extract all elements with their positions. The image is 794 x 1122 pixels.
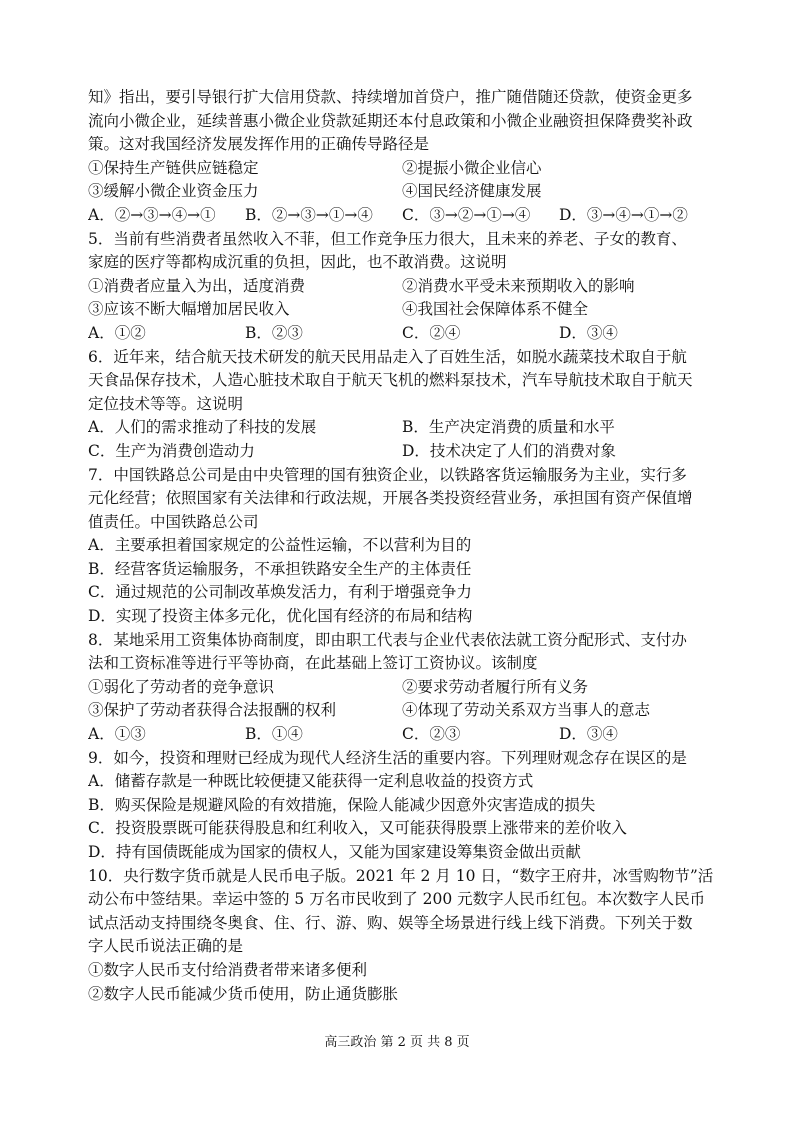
option-c: C．投资股票既可能获得股息和红利收入，又可能获得股票上涨带来的差价收入 (88, 819, 627, 838)
question-stem-line: 字人民币说法正确的是 (88, 937, 244, 956)
question-stem-line: 6．近年来，结合航天技术研发的航天民用品走入了百姓生活，如脱水蔬菜技术取自于航 (88, 347, 687, 366)
option-a: A．主要承担着国家规定的公益性运输，不以营利为目的 (88, 536, 472, 555)
statement-2: ②要求劳动者履行所有义务 (402, 677, 589, 696)
statement-row (88, 180, 716, 204)
option-a: A．②→③→④→① (88, 205, 216, 224)
statement-row (88, 275, 716, 299)
statement-4: ④国民经济健康发展 (402, 182, 542, 201)
question-10 (88, 865, 716, 1007)
statement-2: ②提振小微企业信心 (402, 158, 542, 177)
answer-options-row (88, 723, 716, 747)
statement-1: ①消费者应量入为出，适度消费 (88, 276, 306, 295)
statement-3: ③缓解小微企业资金压力 (88, 182, 259, 201)
statement-3: ③保护了劳动者获得合法报酬的权利 (88, 701, 337, 720)
option-a: A．①② (88, 323, 146, 342)
statement-4: ④我国社会保障体系不健全 (402, 300, 589, 319)
question-4 (88, 86, 716, 228)
option-b: B．①④ (245, 725, 303, 744)
question-stem-line: 10．央行数字货币就是人民币电子版。2021 年 2 月 10 日，“数字王府井，冰雪购物节”活 (88, 866, 714, 885)
statement-1: ①弱化了劳动者的竞争意识 (88, 677, 275, 696)
option-c: C．通过规范的公司制改革焕发活力，有利于增强竞争力 (88, 583, 472, 602)
question-stem-line: 9．如今，投资和理财已经成为现代人经济生活的重要内容。下列理财观念存在误区的是 (88, 748, 687, 767)
statement-row (88, 676, 716, 700)
statement-row (88, 699, 716, 723)
option-a: A．人们的需求推动了科技的发展 (88, 418, 317, 437)
question-stem-line: 5．当前有些消费者虽然收入不菲，但工作竞争压力很大，且未来的养老、子女的教育、 (88, 229, 687, 248)
option-d: D．③④ (559, 323, 618, 342)
option-d: D．③→④→①→② (559, 205, 688, 224)
question-5 (88, 228, 716, 346)
statement-1: ①数字人民币支付给消费者带来诸多便利 (88, 960, 368, 979)
statement-4: ④体现了劳动关系双方当事人的意志 (402, 701, 651, 720)
option-a: A．储蓄存款是一种既比较便捷又能获得一定利息收益的投资方式 (88, 772, 534, 791)
option-c: C．②④ (402, 323, 461, 342)
option-a: A．①③ (88, 725, 146, 744)
option-d: D．持有国债既能成为国家的债权人，又能为国家建设筹集资金做出贡献 (88, 843, 581, 861)
exam-page (88, 86, 716, 1006)
option-b: B．②③ (245, 323, 303, 342)
question-stem-line: 试点活动支持围绕冬奥食、住、行、游、购、娱等全场景进行线上线下消费。下列关于数 (88, 913, 693, 932)
question-stem-line: 动公布中签结果。幸运中签的 5 万名市民收到了 200 元数字人民币红包。本次数字人民币 (88, 890, 706, 909)
question-stem-line: 元化经营；依照国家有关法律和行政法规，开展各类投资经营业务，承担国有资产保值增 (88, 489, 693, 508)
option-d: D．实现了投资主体多元化，优化国有经济的布局和结构 (88, 607, 473, 626)
question-7 (88, 464, 716, 629)
statement-2: ②消费水平受未来预期收入的影响 (402, 276, 635, 295)
question-stem-line: 知》指出，要引导银行扩大信用贷款、持续增加首贷户，推广随借随还贷款，使资金更多 (88, 88, 693, 106)
option-b: B．②→③→①→④ (245, 205, 373, 224)
question-8 (88, 629, 716, 747)
option-d: D．技术决定了人们的消费对象 (402, 441, 616, 460)
question-stem-line: 值责任。中国铁路总公司 (88, 512, 259, 531)
option-b: B．购买保险是规避风险的有效措施，保险人能减少因意外灾害造成的损失 (88, 795, 596, 814)
question-9 (88, 747, 716, 865)
statement-row (88, 157, 716, 181)
option-c: C．③→②→①→④ (402, 205, 531, 224)
question-stem-line: 流向小微企业，延续普惠小微企业贷款延期还本付息政策和小微企业融资担保降费奖补政 (88, 111, 693, 130)
answer-options-row (88, 440, 716, 464)
answer-options-row (88, 322, 716, 346)
statement-3: ③应该不断大幅增加居民收入 (88, 300, 290, 319)
statement-row (88, 298, 716, 322)
question-stem-line: 8．某地采用工资集体协商制度，即由职工代表与企业代表依法就工资分配形式、支付办 (88, 630, 687, 649)
option-b: B．生产决定消费的质量和水平 (402, 418, 615, 437)
question-stem-line: 7．中国铁路总公司是由中央管理的国有独资企业，以铁路客货运输服务为主业，实行多 (88, 465, 687, 484)
question-stem-line: 家庭的医疗等都构成沉重的负担，因此，也不敢消费。这说明 (88, 253, 507, 272)
question-6 (88, 346, 716, 464)
answer-options-row (88, 416, 716, 440)
option-b: B．经营客货运输服务，不承担铁路安全生产的主体责任 (88, 559, 472, 578)
option-d: D．③④ (559, 725, 618, 744)
question-stem-line: 策。这对我国经济发展发挥作用的正确传导路径是 (88, 135, 430, 154)
answer-options-row (88, 204, 716, 228)
statement-1: ①保持生产链供应链稳定 (88, 158, 259, 177)
option-c: C．生产为消费创造动力 (88, 441, 255, 460)
option-c: C．②③ (402, 725, 461, 744)
question-stem-line: 定位技术等等。这说明 (88, 394, 244, 413)
question-stem-line: 天食品保存技术，人造心脏技术取自于航天飞机的燃料泵技术，汽车导航技术取自于航天 (88, 371, 693, 390)
statement-2: ②数字人民币能减少货币使用，防止通货膨胀 (88, 984, 399, 1003)
page-footer: 高三政治 第 2 页 共 8 页 (324, 1035, 470, 1050)
question-stem-line: 法和工资标准等进行平等协商，在此基础上签订工资协议。该制度 (88, 654, 538, 673)
